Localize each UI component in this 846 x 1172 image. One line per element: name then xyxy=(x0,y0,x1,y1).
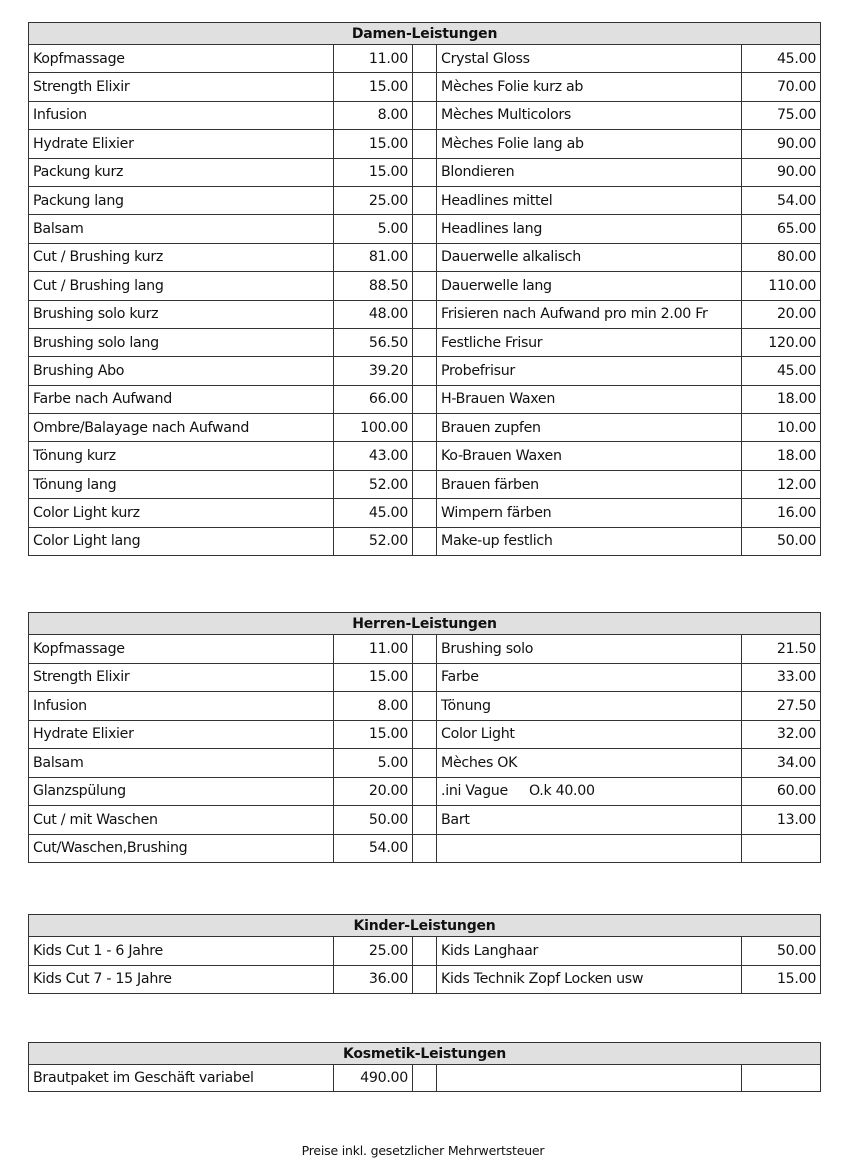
service-price-left: 8.00 xyxy=(334,692,413,721)
service-price-right: 15.00 xyxy=(742,965,821,994)
service-price-right: 50.00 xyxy=(742,937,821,966)
table-row xyxy=(29,720,821,749)
table-row xyxy=(29,45,821,73)
service-price-right: 16.00 xyxy=(742,499,821,527)
service-price-right: 65.00 xyxy=(742,215,821,243)
service-price-left: 11.00 xyxy=(334,45,413,73)
service-name-left: Tönung lang xyxy=(29,470,334,498)
service-name-left: Cut / Brushing lang xyxy=(29,272,334,300)
service-price-right: 110.00 xyxy=(742,272,821,300)
spacer-cell xyxy=(413,215,437,243)
spacer-cell xyxy=(413,749,437,778)
spacer-cell xyxy=(413,663,437,692)
service-name-right xyxy=(437,834,742,863)
service-name-left: Kids Cut 7 - 15 Jahre xyxy=(29,965,334,994)
service-name-right xyxy=(437,1065,742,1092)
spacer-cell xyxy=(413,777,437,806)
table-row xyxy=(29,834,821,863)
spacer-cell xyxy=(413,527,437,555)
service-price-right xyxy=(742,834,821,863)
table-row xyxy=(29,470,821,498)
service-name-left: Cut / mit Waschen xyxy=(29,806,334,835)
spacer-cell xyxy=(413,73,437,101)
service-name-right: Headlines lang xyxy=(437,215,742,243)
spacer-cell xyxy=(413,470,437,498)
table-row xyxy=(29,1065,821,1092)
service-name-right: Mèches Multicolors xyxy=(437,101,742,129)
spacer-cell xyxy=(413,243,437,271)
spacer-cell xyxy=(413,806,437,835)
section-title: Damen-Leistungen xyxy=(29,23,821,45)
service-price-right: 54.00 xyxy=(742,186,821,214)
service-price-right: 21.50 xyxy=(742,635,821,664)
service-name-right: Kids Technik Zopf Locken usw xyxy=(437,965,742,994)
service-name-left: Tönung kurz xyxy=(29,442,334,470)
price-table-damen xyxy=(28,22,821,556)
service-price-right: 50.00 xyxy=(742,527,821,555)
service-name-right: Bart xyxy=(437,806,742,835)
spacer-cell xyxy=(413,442,437,470)
service-name-right: Color Light xyxy=(437,720,742,749)
spacer-cell xyxy=(413,635,437,664)
spacer-cell xyxy=(413,499,437,527)
service-name-left: Color Light lang xyxy=(29,527,334,555)
service-price-right: 32.00 xyxy=(742,720,821,749)
table-row xyxy=(29,777,821,806)
price-table-herren xyxy=(28,612,821,863)
spacer-cell xyxy=(413,692,437,721)
service-name-left: Infusion xyxy=(29,692,334,721)
service-price-left: 15.00 xyxy=(334,130,413,158)
table-row xyxy=(29,635,821,664)
service-name-right: Festliche Frisur xyxy=(437,328,742,356)
service-name-right: Crystal Gloss xyxy=(437,45,742,73)
service-price-left: 43.00 xyxy=(334,442,413,470)
service-price-left: 11.00 xyxy=(334,635,413,664)
service-name-left: Kids Cut 1 - 6 Jahre xyxy=(29,937,334,966)
service-name-left: Balsam xyxy=(29,749,334,778)
section-damen xyxy=(28,22,820,556)
service-price-right: 10.00 xyxy=(742,414,821,442)
service-price-left: 25.00 xyxy=(334,186,413,214)
service-price-right: 75.00 xyxy=(742,101,821,129)
service-name-left: Glanzspülung xyxy=(29,777,334,806)
spacer-cell xyxy=(413,414,437,442)
table-row xyxy=(29,186,821,214)
service-price-right: 60.00 xyxy=(742,777,821,806)
service-name-right: Wimpern färben xyxy=(437,499,742,527)
table-row xyxy=(29,357,821,385)
service-name-right: Make-up festlich xyxy=(437,527,742,555)
service-price-left: 48.00 xyxy=(334,300,413,328)
service-name-right: Probefrisur xyxy=(437,357,742,385)
service-name-right: Farbe xyxy=(437,663,742,692)
table-row xyxy=(29,272,821,300)
service-price-right: 18.00 xyxy=(742,385,821,413)
table-row xyxy=(29,806,821,835)
section-kosmetik xyxy=(28,1042,820,1092)
service-name-right: Blondieren xyxy=(437,158,742,186)
spacer-cell xyxy=(413,385,437,413)
spacer-cell xyxy=(413,937,437,966)
service-price-left: 100.00 xyxy=(334,414,413,442)
service-price-left: 81.00 xyxy=(334,243,413,271)
spacer-cell xyxy=(413,186,437,214)
service-price-left: 15.00 xyxy=(334,663,413,692)
service-name-right: Dauerwelle lang xyxy=(437,272,742,300)
service-price-left: 88.50 xyxy=(334,272,413,300)
price-table-kosmetik xyxy=(28,1042,821,1092)
service-name-right: Headlines mittel xyxy=(437,186,742,214)
spacer-cell xyxy=(413,272,437,300)
table-row xyxy=(29,414,821,442)
service-name-right: Brauen zupfen xyxy=(437,414,742,442)
spacer-cell xyxy=(413,300,437,328)
spacer-cell xyxy=(413,965,437,994)
service-name-left: Cut / Brushing kurz xyxy=(29,243,334,271)
spacer-cell xyxy=(413,45,437,73)
service-price-right: 90.00 xyxy=(742,130,821,158)
service-name-left: Balsam xyxy=(29,215,334,243)
table-row xyxy=(29,663,821,692)
service-price-left: 39.20 xyxy=(334,357,413,385)
spacer-cell xyxy=(413,158,437,186)
price-table-kinder xyxy=(28,914,821,994)
service-price-right: 33.00 xyxy=(742,663,821,692)
spacer-cell xyxy=(413,328,437,356)
service-price-left: 5.00 xyxy=(334,215,413,243)
service-price-right: 18.00 xyxy=(742,442,821,470)
service-price-right: 80.00 xyxy=(742,243,821,271)
service-price-left: 56.50 xyxy=(334,328,413,356)
service-price-left: 15.00 xyxy=(334,158,413,186)
service-price-right: 45.00 xyxy=(742,357,821,385)
service-price-left: 25.00 xyxy=(334,937,413,966)
service-name-left: Color Light kurz xyxy=(29,499,334,527)
service-price-right: 12.00 xyxy=(742,470,821,498)
section-title: Kinder-Leistungen xyxy=(29,915,821,937)
service-name-left: Kopfmassage xyxy=(29,635,334,664)
table-row xyxy=(29,937,821,966)
service-price-left: 36.00 xyxy=(334,965,413,994)
spacer-cell xyxy=(413,720,437,749)
table-row xyxy=(29,328,821,356)
service-name-right: Dauerwelle alkalisch xyxy=(437,243,742,271)
service-price-right: 20.00 xyxy=(742,300,821,328)
service-price-left: 54.00 xyxy=(334,834,413,863)
service-name-right: H-Brauen Waxen xyxy=(437,385,742,413)
service-name-left: Brushing solo kurz xyxy=(29,300,334,328)
table-row xyxy=(29,499,821,527)
section-kinder xyxy=(28,914,820,994)
service-price-left: 50.00 xyxy=(334,806,413,835)
spacer-cell xyxy=(413,101,437,129)
service-price-left: 66.00 xyxy=(334,385,413,413)
table-row xyxy=(29,749,821,778)
service-price-left: 52.00 xyxy=(334,470,413,498)
service-price-right: 70.00 xyxy=(742,73,821,101)
service-name-right: .ini Vague O.k 40.00 xyxy=(437,777,742,806)
table-row xyxy=(29,965,821,994)
service-price-right: 90.00 xyxy=(742,158,821,186)
service-price-left: 52.00 xyxy=(334,527,413,555)
service-name-right: Tönung xyxy=(437,692,742,721)
spacer-cell xyxy=(413,357,437,385)
service-name-left: Packung lang xyxy=(29,186,334,214)
service-name-left: Strength Elixir xyxy=(29,73,334,101)
service-name-right: Brushing solo xyxy=(437,635,742,664)
section-title: Herren-Leistungen xyxy=(29,613,821,635)
table-row xyxy=(29,215,821,243)
service-price-left: 20.00 xyxy=(334,777,413,806)
table-row xyxy=(29,101,821,129)
service-name-right: Ko-Brauen Waxen xyxy=(437,442,742,470)
vat-note: Preise inkl. gesetzlicher Mehrwertsteuer xyxy=(301,1143,545,1158)
section-herren xyxy=(28,612,820,863)
service-price-right: 34.00 xyxy=(742,749,821,778)
service-name-right: Mèches Folie lang ab xyxy=(437,130,742,158)
table-row xyxy=(29,158,821,186)
service-price-left: 8.00 xyxy=(334,101,413,129)
service-name-right: Mèches Folie kurz ab xyxy=(437,73,742,101)
service-price-left: 15.00 xyxy=(334,720,413,749)
service-price-right: 27.50 xyxy=(742,692,821,721)
service-name-right: Mèches OK xyxy=(437,749,742,778)
service-name-left: Farbe nach Aufwand xyxy=(29,385,334,413)
service-name-right: Brauen färben xyxy=(437,470,742,498)
service-name-left: Ombre/Balayage nach Aufwand xyxy=(29,414,334,442)
service-price-right: 13.00 xyxy=(742,806,821,835)
spacer-cell xyxy=(413,834,437,863)
service-name-left: Hydrate Elixier xyxy=(29,720,334,749)
service-name-right: Kids Langhaar xyxy=(437,937,742,966)
table-row xyxy=(29,73,821,101)
section-title: Kosmetik-Leistungen xyxy=(29,1043,821,1065)
table-row xyxy=(29,385,821,413)
service-price-left: 5.00 xyxy=(334,749,413,778)
table-row xyxy=(29,527,821,555)
service-price-right: 120.00 xyxy=(742,328,821,356)
table-row xyxy=(29,442,821,470)
service-name-left: Brushing Abo xyxy=(29,357,334,385)
service-name-right: Frisieren nach Aufwand pro min 2.00 Fr xyxy=(437,300,742,328)
service-name-left: Brautpaket im Geschäft variabel xyxy=(29,1065,334,1092)
service-price-left: 45.00 xyxy=(334,499,413,527)
service-price-left: 490.00 xyxy=(334,1065,413,1092)
service-price-left: 15.00 xyxy=(334,73,413,101)
service-price-right: 45.00 xyxy=(742,45,821,73)
service-name-left: Brushing solo lang xyxy=(29,328,334,356)
table-row xyxy=(29,300,821,328)
spacer-cell xyxy=(413,130,437,158)
table-row xyxy=(29,243,821,271)
table-row xyxy=(29,692,821,721)
table-row xyxy=(29,130,821,158)
service-name-left: Packung kurz xyxy=(29,158,334,186)
service-name-left: Cut/Waschen,Brushing xyxy=(29,834,334,863)
service-name-left: Hydrate Elixier xyxy=(29,130,334,158)
service-name-left: Kopfmassage xyxy=(29,45,334,73)
service-name-left: Strength Elixir xyxy=(29,663,334,692)
spacer-cell xyxy=(413,1065,437,1092)
service-name-left: Infusion xyxy=(29,101,334,129)
service-price-right xyxy=(742,1065,821,1092)
